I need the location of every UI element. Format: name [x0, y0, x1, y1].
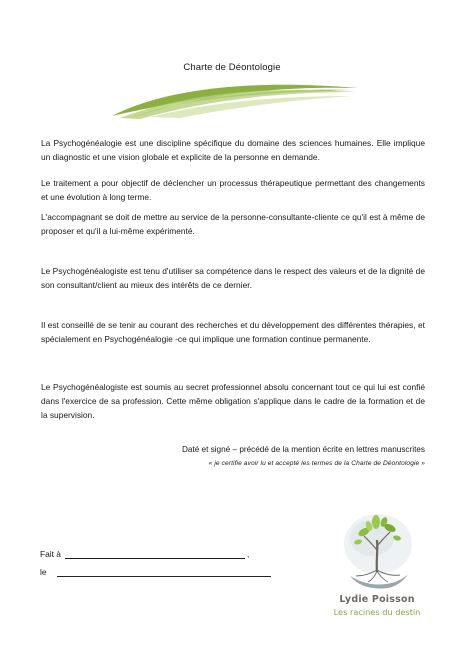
- date-field-row: [40, 566, 271, 577]
- place-suffix: ,: [246, 549, 250, 559]
- paragraph-competence: Le Psychogénéalogiste est tenu d'utiliser sa compétence dans le respect des valeurs et de la dignité de son consultant/client au mieux des intérêts de ce dernier.: [41, 266, 425, 291]
- brand-tagline: Les racines du destin: [333, 607, 421, 617]
- paragraph-discipline: La Psychogénéalogie est une discipline spécifique du domaine des sciences humaines. Elle implique un diagnostic et une vision globale et explicite de la personne en demande.: [41, 138, 425, 163]
- date-label: le: [40, 567, 47, 577]
- place-input-line[interactable]: [65, 548, 245, 559]
- paragraph-accompanist: L'accompagnant se doit de mettre au service de la personne-consultante-cliente ce qu'il est à même de proposer et qu'il a lui-même expérimenté.: [41, 212, 425, 237]
- green-swoosh-divider: [110, 78, 360, 120]
- signature-instructions: [45, 443, 425, 471]
- mention-text: « je certifie avoir lu et accepté les termes de la Charte de Déontologie »: [208, 460, 425, 467]
- place-field-row: [40, 548, 249, 559]
- paragraph-training: Il est conseillé de se tenir au courant des recherches et du développement des différentes thérapies, et spécialement en Psychogénéalogie -ce qui implique une formation continue permanente.: [41, 320, 425, 345]
- paragraph-treatment: Le traitement a pour objectif de déclencher un processus thérapeutique permettant des changements et une évolution à long terme.: [41, 178, 425, 203]
- tree-roots-hand-icon: [342, 510, 414, 592]
- date-input-line[interactable]: [57, 566, 271, 577]
- signed-line: Daté et signé – précédé de la mention écrite en lettres manuscrites: [181, 445, 425, 454]
- brand-logo: [322, 510, 432, 630]
- place-label: Fait à: [40, 549, 61, 559]
- page-title: Charte de Déontologie: [183, 62, 281, 73]
- paragraph-secrecy: Le Psychogénéalogiste est soumis au secret professionnel absolu concernant tout ce qui lui est confié dans l'exercice de sa profession. Cette même obligation s'applique dans le cadre de la formation et de la supervision.: [41, 382, 425, 421]
- brand-name: Lydie Poisson: [339, 594, 415, 605]
